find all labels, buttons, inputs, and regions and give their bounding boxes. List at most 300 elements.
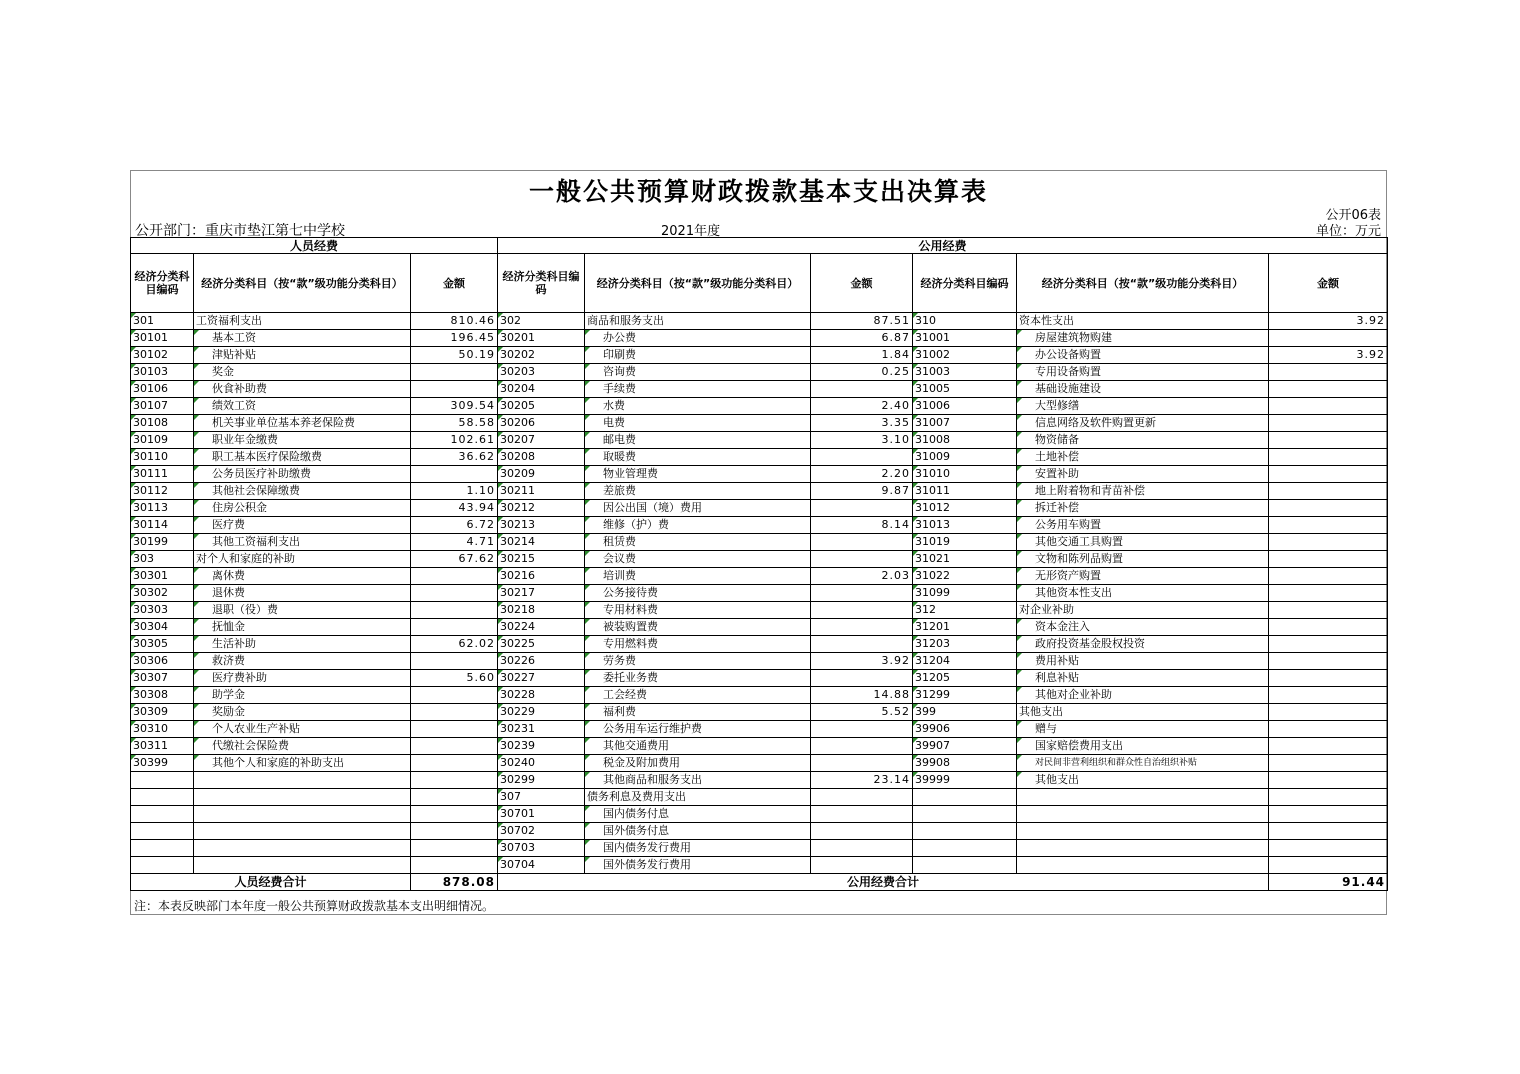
- amount-cell: [811, 670, 913, 687]
- amount-cell: 3.92: [1269, 313, 1388, 330]
- item-name-cell: 办公设备购置: [1017, 347, 1269, 364]
- unit-label: 单位：万元: [1315, 224, 1381, 239]
- item-name-cell: [1017, 857, 1269, 874]
- code-cell: 30102: [131, 347, 194, 364]
- amount-cell: [1269, 449, 1388, 466]
- amount-cell: [811, 381, 913, 398]
- table-row: [131, 806, 1388, 823]
- item-name-cell: 信息网络及软件购置更新: [1017, 415, 1269, 432]
- expenditure-table: [130, 237, 1388, 891]
- amount-cell: 1.10: [411, 483, 498, 500]
- amount-cell: [1269, 500, 1388, 517]
- item-name-cell: [194, 789, 411, 806]
- table-row: [131, 483, 1388, 500]
- code-cell: 30108: [131, 415, 194, 432]
- code-cell: 30107: [131, 398, 194, 415]
- code-cell: 31008: [913, 432, 1017, 449]
- item-name-cell: 其他对企业补助: [1017, 687, 1269, 704]
- item-name-cell: 劳务费: [585, 653, 811, 670]
- amount-cell: [1269, 432, 1388, 449]
- department-label: 公开部门：重庆市垫江第七中学校: [135, 223, 345, 239]
- code-cell: 31203: [913, 636, 1017, 653]
- item-name-cell: 无形资产购置: [1017, 568, 1269, 585]
- amount-cell: [411, 840, 498, 857]
- code-cell: [913, 823, 1017, 840]
- amount-cell: 14.88: [811, 687, 913, 704]
- amount-cell: 87.51: [811, 313, 913, 330]
- table-row: [131, 619, 1388, 636]
- code-cell: 30702: [498, 823, 585, 840]
- amount-cell: [811, 551, 913, 568]
- code-cell: 30218: [498, 602, 585, 619]
- amount-cell: 2.20: [811, 466, 913, 483]
- code-cell: 30226: [498, 653, 585, 670]
- table-row: [131, 415, 1388, 432]
- amount-cell: [1269, 772, 1388, 789]
- amount-cell: [1269, 721, 1388, 738]
- amount-cell: [411, 772, 498, 789]
- code-cell: 30207: [498, 432, 585, 449]
- amount-cell: 6.87: [811, 330, 913, 347]
- item-name-cell: 奖金: [194, 364, 411, 381]
- table-body: [131, 313, 1388, 874]
- code-cell: 31021: [913, 551, 1017, 568]
- item-name-cell: [1017, 789, 1269, 806]
- item-name-cell: 国内债务付息: [585, 806, 811, 823]
- amount-cell: [811, 721, 913, 738]
- code-cell: 30213: [498, 517, 585, 534]
- name-header: 经济分类科目（按“款”级功能分类科目）: [1017, 254, 1269, 313]
- code-cell: 30214: [498, 534, 585, 551]
- table-row: [131, 398, 1388, 415]
- fiscal-year: 2021年度: [661, 224, 721, 239]
- name-header: 经济分类科目（按“款”级功能分类科目）: [585, 254, 811, 313]
- amount-cell: [411, 687, 498, 704]
- item-name-cell: 专用设备购置: [1017, 364, 1269, 381]
- amount-cell: [811, 636, 913, 653]
- table-row: [131, 432, 1388, 449]
- code-cell: 30703: [498, 840, 585, 857]
- code-cell: [131, 857, 194, 874]
- table-row: [131, 840, 1388, 857]
- table-row: [131, 381, 1388, 398]
- code-cell: 30114: [131, 517, 194, 534]
- code-cell: 30101: [131, 330, 194, 347]
- code-cell: 31003: [913, 364, 1017, 381]
- amount-cell: [411, 789, 498, 806]
- amount-cell: [411, 381, 498, 398]
- table-row: [131, 755, 1388, 772]
- item-name-cell: 职业年金缴费: [194, 432, 411, 449]
- code-cell: [913, 789, 1017, 806]
- code-cell: 30199: [131, 534, 194, 551]
- code-cell: 30206: [498, 415, 585, 432]
- code-cell: 31201: [913, 619, 1017, 636]
- item-name-cell: 其他交通费用: [585, 738, 811, 755]
- item-name-cell: 基本工资: [194, 330, 411, 347]
- table-row: [131, 466, 1388, 483]
- amount-cell: [411, 653, 498, 670]
- amount-cell: 5.52: [811, 704, 913, 721]
- item-name-cell: 其他支出: [1017, 772, 1269, 789]
- amount-cell: [1269, 840, 1388, 857]
- item-name-cell: 地上附着物和青苗补偿: [1017, 483, 1269, 500]
- code-cell: 30304: [131, 619, 194, 636]
- item-name-cell: 个人农业生产补贴: [194, 721, 411, 738]
- table-row: [131, 653, 1388, 670]
- report-title: 一般公共预算财政拨款基本支出决算表: [528, 177, 988, 206]
- amount-cell: 4.71: [411, 534, 498, 551]
- code-cell: 30203: [498, 364, 585, 381]
- code-cell: 31205: [913, 670, 1017, 687]
- amount-header: 金额: [411, 254, 498, 313]
- table-row: [131, 585, 1388, 602]
- code-cell: 30216: [498, 568, 585, 585]
- amount-cell: [1269, 636, 1388, 653]
- item-name-cell: 抚恤金: [194, 619, 411, 636]
- amount-cell: 6.72: [411, 517, 498, 534]
- item-name-cell: 委托业务费: [585, 670, 811, 687]
- amount-cell: 3.92: [811, 653, 913, 670]
- code-cell: 30217: [498, 585, 585, 602]
- amount-cell: [411, 738, 498, 755]
- table-row: [131, 449, 1388, 466]
- item-name-cell: 文物和陈列品购置: [1017, 551, 1269, 568]
- amount-cell: [811, 449, 913, 466]
- table-row: [131, 602, 1388, 619]
- code-cell: 39906: [913, 721, 1017, 738]
- public-header: 公用经费: [498, 238, 1388, 254]
- item-name-cell: 津贴补贴: [194, 347, 411, 364]
- item-name-cell: 国外债务付息: [585, 823, 811, 840]
- table-row: [131, 551, 1388, 568]
- code-cell: 399: [913, 704, 1017, 721]
- code-cell: 30111: [131, 466, 194, 483]
- code-cell: 31005: [913, 381, 1017, 398]
- amount-cell: [811, 500, 913, 517]
- item-name-cell: [194, 823, 411, 840]
- amount-cell: [411, 704, 498, 721]
- amount-header: 金额: [811, 254, 913, 313]
- item-name-cell: [194, 806, 411, 823]
- code-header: 经济分类科目编码: [913, 254, 1017, 313]
- table-row: [131, 687, 1388, 704]
- amount-cell: 67.62: [411, 551, 498, 568]
- code-cell: 30310: [131, 721, 194, 738]
- item-name-cell: 退休费: [194, 585, 411, 602]
- item-name-cell: 国内债务发行费用: [585, 840, 811, 857]
- amount-cell: [811, 857, 913, 874]
- code-cell: 31019: [913, 534, 1017, 551]
- code-cell: [131, 789, 194, 806]
- item-name-cell: 离休费: [194, 568, 411, 585]
- code-cell: 31007: [913, 415, 1017, 432]
- amount-cell: 50.19: [411, 347, 498, 364]
- item-name-cell: 其他社会保障缴费: [194, 483, 411, 500]
- item-name-cell: 物资储备: [1017, 432, 1269, 449]
- code-cell: 30231: [498, 721, 585, 738]
- amount-cell: [1269, 534, 1388, 551]
- code-cell: 30209: [498, 466, 585, 483]
- code-cell: 30109: [131, 432, 194, 449]
- amount-cell: [1269, 619, 1388, 636]
- item-name-cell: 费用补贴: [1017, 653, 1269, 670]
- item-name-cell: 公务用车运行维护费: [585, 721, 811, 738]
- amount-cell: 3.10: [811, 432, 913, 449]
- code-cell: 39908: [913, 755, 1017, 772]
- item-name-cell: 专用材料费: [585, 602, 811, 619]
- amount-cell: 2.03: [811, 568, 913, 585]
- amount-cell: [411, 364, 498, 381]
- item-name-cell: 大型修缮: [1017, 398, 1269, 415]
- code-cell: 307: [498, 789, 585, 806]
- amount-cell: [811, 840, 913, 857]
- code-cell: 30215: [498, 551, 585, 568]
- code-cell: 30301: [131, 568, 194, 585]
- item-name-cell: 资本金注入: [1017, 619, 1269, 636]
- code-cell: 30308: [131, 687, 194, 704]
- item-name-cell: 医疗费: [194, 517, 411, 534]
- item-name-cell: 机关事业单位基本养老保险费: [194, 415, 411, 432]
- code-cell: 30204: [498, 381, 585, 398]
- amount-cell: 0.25: [811, 364, 913, 381]
- personnel-total-value: 878.08: [411, 874, 498, 891]
- item-name-cell: 维修（护）费: [585, 517, 811, 534]
- code-cell: 30307: [131, 670, 194, 687]
- code-cell: 39907: [913, 738, 1017, 755]
- amount-cell: [811, 619, 913, 636]
- amount-cell: [411, 602, 498, 619]
- item-name-cell: 对个人和家庭的补助: [194, 551, 411, 568]
- table-row: [131, 857, 1388, 874]
- table-row: [131, 670, 1388, 687]
- code-header: 经济分类科目编码: [131, 254, 194, 313]
- amount-cell: 23.14: [811, 772, 913, 789]
- item-name-cell: 债务利息及费用支出: [585, 789, 811, 806]
- code-cell: 31012: [913, 500, 1017, 517]
- item-name-cell: [1017, 806, 1269, 823]
- item-name-cell: 绩效工资: [194, 398, 411, 415]
- item-name-cell: 其他商品和服务支出: [585, 772, 811, 789]
- item-name-cell: 土地补偿: [1017, 449, 1269, 466]
- code-cell: 30211: [498, 483, 585, 500]
- code-cell: 30202: [498, 347, 585, 364]
- item-name-cell: 退职（役）费: [194, 602, 411, 619]
- amount-cell: 102.61: [411, 432, 498, 449]
- code-cell: [131, 772, 194, 789]
- item-name-cell: 被装购置费: [585, 619, 811, 636]
- code-cell: 312: [913, 602, 1017, 619]
- amount-cell: [1269, 687, 1388, 704]
- item-name-cell: 其他资本性支出: [1017, 585, 1269, 602]
- item-name-cell: 商品和服务支出: [585, 313, 811, 330]
- item-name-cell: 物业管理费: [585, 466, 811, 483]
- amount-cell: [1269, 381, 1388, 398]
- amount-cell: 309.54: [411, 398, 498, 415]
- table-row: [131, 330, 1388, 347]
- item-name-cell: 国家赔偿费用支出: [1017, 738, 1269, 755]
- item-name-cell: 公务接待费: [585, 585, 811, 602]
- item-name-cell: 租赁费: [585, 534, 811, 551]
- item-name-cell: 其他支出: [1017, 704, 1269, 721]
- amount-cell: [1269, 483, 1388, 500]
- code-cell: 30701: [498, 806, 585, 823]
- code-cell: 30110: [131, 449, 194, 466]
- item-name-cell: [1017, 823, 1269, 840]
- code-cell: 30299: [498, 772, 585, 789]
- code-cell: 30212: [498, 500, 585, 517]
- item-name-cell: [194, 840, 411, 857]
- code-cell: 30224: [498, 619, 585, 636]
- item-name-cell: 拆迁补偿: [1017, 500, 1269, 517]
- item-name-cell: 医疗费补助: [194, 670, 411, 687]
- amount-cell: [1269, 755, 1388, 772]
- code-header: 经济分类科目编码: [498, 254, 585, 313]
- item-name-cell: 差旅费: [585, 483, 811, 500]
- amount-cell: [811, 806, 913, 823]
- item-name-cell: 对企业补助: [1017, 602, 1269, 619]
- code-cell: 30103: [131, 364, 194, 381]
- item-name-cell: 职工基本医疗保险缴费: [194, 449, 411, 466]
- item-name-cell: 公务用车购置: [1017, 517, 1269, 534]
- table-row: [131, 500, 1388, 517]
- item-name-cell: 住房公积金: [194, 500, 411, 517]
- amount-cell: 810.46: [411, 313, 498, 330]
- code-cell: 30399: [131, 755, 194, 772]
- amount-cell: 36.62: [411, 449, 498, 466]
- item-name-cell: [1017, 840, 1269, 857]
- amount-cell: [411, 585, 498, 602]
- code-cell: 301: [131, 313, 194, 330]
- name-header: 经济分类科目（按“款”级功能分类科目）: [194, 254, 411, 313]
- item-name-cell: 基础设施建设: [1017, 381, 1269, 398]
- item-name-cell: 助学金: [194, 687, 411, 704]
- form-number: 公开06表: [1325, 208, 1381, 223]
- amount-cell: 1.84: [811, 347, 913, 364]
- code-cell: [913, 857, 1017, 874]
- code-cell: 30240: [498, 755, 585, 772]
- public-total-value: 91.44: [1269, 874, 1388, 891]
- code-cell: 30205: [498, 398, 585, 415]
- code-cell: 30302: [131, 585, 194, 602]
- item-name-cell: [194, 772, 411, 789]
- code-cell: 302: [498, 313, 585, 330]
- code-cell: 30309: [131, 704, 194, 721]
- code-cell: [913, 840, 1017, 857]
- item-name-cell: 工会经费: [585, 687, 811, 704]
- footnote: 注：本表反映部门本年度一般公共预算财政拨款基本支出明细情况。: [134, 899, 495, 913]
- amount-cell: [811, 585, 913, 602]
- amount-cell: [1269, 466, 1388, 483]
- table-row: [131, 636, 1388, 653]
- amount-cell: [1269, 789, 1388, 806]
- item-name-cell: 资本性支出: [1017, 313, 1269, 330]
- item-name-cell: 手续费: [585, 381, 811, 398]
- item-name-cell: 其他工资福利支出: [194, 534, 411, 551]
- item-name-cell: 因公出国（境）费用: [585, 500, 811, 517]
- totals-row: [131, 874, 1388, 891]
- amount-cell: [1269, 364, 1388, 381]
- amount-cell: [811, 534, 913, 551]
- code-cell: 31011: [913, 483, 1017, 500]
- code-cell: 31013: [913, 517, 1017, 534]
- amount-cell: [411, 823, 498, 840]
- table-row: [131, 738, 1388, 755]
- code-cell: 31022: [913, 568, 1017, 585]
- code-cell: 31010: [913, 466, 1017, 483]
- code-cell: 30208: [498, 449, 585, 466]
- amount-cell: [1269, 602, 1388, 619]
- amount-cell: 43.94: [411, 500, 498, 517]
- item-name-cell: 房屋建筑物购建: [1017, 330, 1269, 347]
- code-cell: 31204: [913, 653, 1017, 670]
- code-cell: 30225: [498, 636, 585, 653]
- item-name-cell: 福利费: [585, 704, 811, 721]
- item-name-cell: 赠与: [1017, 721, 1269, 738]
- amount-cell: [1269, 585, 1388, 602]
- table-row: [131, 772, 1388, 789]
- code-cell: 30113: [131, 500, 194, 517]
- item-name-cell: 生活补助: [194, 636, 411, 653]
- amount-cell: [1269, 670, 1388, 687]
- code-cell: 30201: [498, 330, 585, 347]
- amount-cell: [411, 619, 498, 636]
- amount-cell: [1269, 704, 1388, 721]
- amount-cell: [1269, 857, 1388, 874]
- table-row: [131, 721, 1388, 738]
- item-name-cell: 水费: [585, 398, 811, 415]
- amount-cell: [1269, 330, 1388, 347]
- amount-cell: [1269, 738, 1388, 755]
- code-cell: 31009: [913, 449, 1017, 466]
- item-name-cell: 会议费: [585, 551, 811, 568]
- budget-sheet: [130, 170, 1387, 915]
- amount-cell: [1269, 398, 1388, 415]
- item-name-cell: 税金及附加费用: [585, 755, 811, 772]
- amount-cell: 9.87: [811, 483, 913, 500]
- item-name-cell: [194, 857, 411, 874]
- public-total-label: 公用经费合计: [498, 874, 1269, 891]
- table-row: [131, 517, 1388, 534]
- code-cell: 31002: [913, 347, 1017, 364]
- code-cell: 30229: [498, 704, 585, 721]
- amount-cell: [411, 466, 498, 483]
- item-name-cell: 电费: [585, 415, 811, 432]
- amount-cell: [411, 806, 498, 823]
- code-cell: 30106: [131, 381, 194, 398]
- table-row: [131, 823, 1388, 840]
- amount-cell: [811, 755, 913, 772]
- column-header-row: [131, 254, 1388, 313]
- code-cell: 30227: [498, 670, 585, 687]
- amount-cell: [811, 602, 913, 619]
- item-name-cell: 办公费: [585, 330, 811, 347]
- item-name-cell: 培训费: [585, 568, 811, 585]
- amount-cell: 3.35: [811, 415, 913, 432]
- table-row: [131, 364, 1388, 381]
- code-cell: 30112: [131, 483, 194, 500]
- item-name-cell: 专用燃料费: [585, 636, 811, 653]
- item-name-cell: 国外债务发行费用: [585, 857, 811, 874]
- code-cell: 30303: [131, 602, 194, 619]
- amount-cell: [1269, 568, 1388, 585]
- amount-cell: [1269, 806, 1388, 823]
- code-cell: 30311: [131, 738, 194, 755]
- table-row: [131, 534, 1388, 551]
- amount-cell: [1269, 823, 1388, 840]
- item-name-cell: 咨询费: [585, 364, 811, 381]
- amount-cell: [811, 789, 913, 806]
